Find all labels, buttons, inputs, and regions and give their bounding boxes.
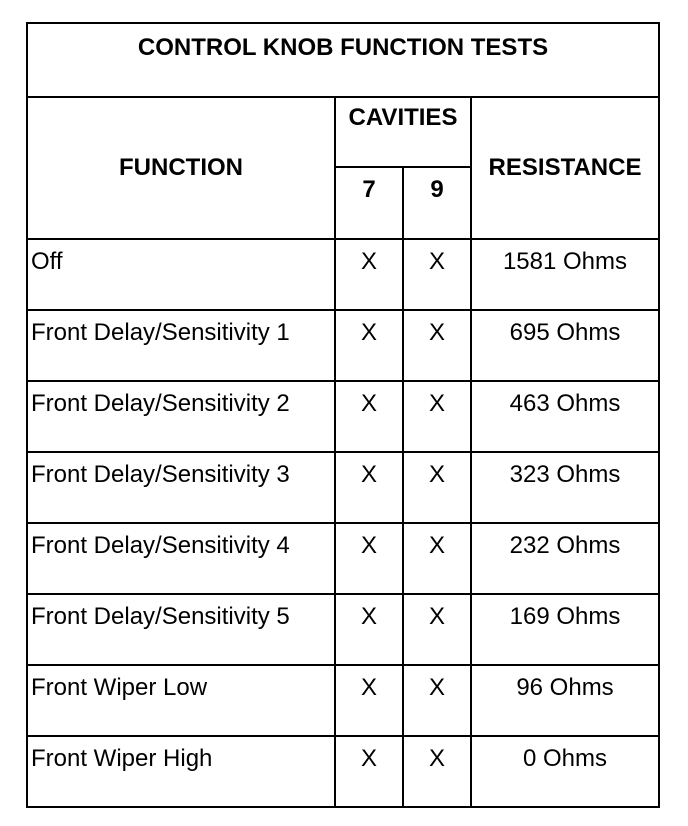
cavity-7-mark: X <box>335 239 403 310</box>
cavity-7-mark: X <box>335 665 403 736</box>
cavity-7-mark: X <box>335 523 403 594</box>
table-row <box>27 452 659 523</box>
function-cell: Front Delay/Sensitivity 4 <box>27 523 335 594</box>
cavity-9-mark: X <box>403 736 471 807</box>
table-row <box>27 523 659 594</box>
control-knob-table <box>26 22 660 808</box>
cavity-7-mark: X <box>335 310 403 381</box>
function-cell: Front Delay/Sensitivity 2 <box>27 381 335 452</box>
table-row <box>27 310 659 381</box>
cavity-7-mark: X <box>335 736 403 807</box>
cavity-9-mark: X <box>403 239 471 310</box>
cavity-9-mark: X <box>403 381 471 452</box>
cavity-7-mark: X <box>335 452 403 523</box>
resistance-cell: 695 Ohms <box>471 310 659 381</box>
cavity-9-header-cell <box>403 167 471 239</box>
cavity-7-mark: X <box>335 594 403 665</box>
cavity-9-mark: X <box>403 594 471 665</box>
function-cell: Front Delay/Sensitivity 3 <box>27 452 335 523</box>
resistance-cell: 169 Ohms <box>471 594 659 665</box>
function-cell: Front Delay/Sensitivity 1 <box>27 310 335 381</box>
resistance-cell: 463 Ohms <box>471 381 659 452</box>
cavities-header: CAVITIES <box>348 104 458 131</box>
table-row <box>27 736 659 807</box>
cavity-7-header-cell <box>335 167 403 239</box>
cavity-7-header: 7 <box>362 176 376 203</box>
resistance-header: RESISTANCE <box>488 154 642 181</box>
resistance-cell: 323 Ohms <box>471 452 659 523</box>
table-row <box>27 381 659 452</box>
resistance-header-cell <box>471 97 659 239</box>
function-header-cell <box>27 97 335 239</box>
function-cell: Front Delay/Sensitivity 5 <box>27 594 335 665</box>
function-cell: Off <box>27 239 335 310</box>
table-title-cell <box>27 23 659 97</box>
function-header: FUNCTION <box>119 154 243 181</box>
cavity-9-mark: X <box>403 523 471 594</box>
table-row <box>27 665 659 736</box>
table-row <box>27 239 659 310</box>
function-cell: Front Wiper Low <box>27 665 335 736</box>
table-title: CONTROL KNOB FUNCTION TESTS <box>137 34 549 61</box>
table-row <box>27 594 659 665</box>
cavity-9-mark: X <box>403 665 471 736</box>
resistance-cell: 232 Ohms <box>471 523 659 594</box>
cavity-9-header: 9 <box>430 176 444 203</box>
resistance-cell: 0 Ohms <box>471 736 659 807</box>
cavity-9-mark: X <box>403 452 471 523</box>
function-cell: Front Wiper High <box>27 736 335 807</box>
resistance-cell: 1581 Ohms <box>471 239 659 310</box>
resistance-cell: 96 Ohms <box>471 665 659 736</box>
cavities-header-cell <box>335 97 471 167</box>
cavity-9-mark: X <box>403 310 471 381</box>
cavity-7-mark: X <box>335 381 403 452</box>
